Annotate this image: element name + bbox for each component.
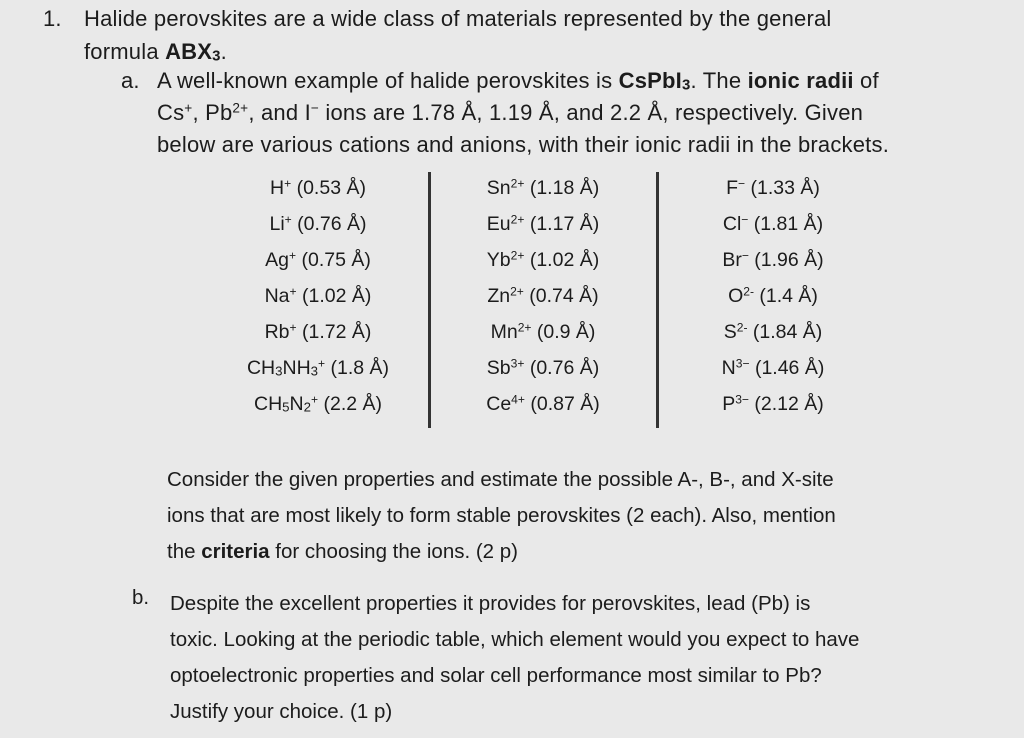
example-compound: CsPbI$_3$ [618, 68, 691, 94]
x-site-ion-list [675, 174, 871, 426]
ion-entry: $Sn^{2+}$ (1.18 Å) [486, 176, 600, 199]
a-site-ion-list [220, 174, 416, 426]
part-a-line3: below are various cations and anions, with their ionic radii in the brackets. [157, 132, 890, 157]
ion-entry: $Eu^{2+}$ (1.17 Å) [486, 212, 600, 235]
part-a-line1: A well-known example of halide perovskites is CsPbI$_3$. The ionic radii of [157, 68, 879, 94]
ion-entry: Br− (1.96 Å) [722, 248, 824, 271]
ion-entry: Li+ (0.76 Å) [269, 212, 367, 235]
consider-line1: Consider the given properties and estimate the possible A-, B-, and X-site [167, 468, 834, 491]
part-b-label: b. [132, 586, 150, 609]
ion-entry: $Ce^{4+}$ (0.87 Å) [486, 392, 600, 415]
criteria-term: criteria [201, 540, 270, 563]
column-divider [428, 172, 431, 428]
consider-line2: ions that are most likely to form stable perovskites (2 each). Also, mention [167, 504, 836, 527]
consider-paragraph [167, 462, 836, 570]
part-b-line4: Justify your choice. (1 p) [170, 700, 393, 723]
b-site-ion-list [448, 174, 638, 426]
ion-entry: Na+ (1.02 Å) [264, 284, 372, 307]
part-a-label: a. [121, 68, 140, 93]
ion-entry: $O^{2-}$ (1.4 Å) [728, 284, 818, 307]
ion-entry: $Yb^{2+}$ (1.02 Å) [486, 248, 600, 271]
ion-entry: $CH_5N_2^+$ (2.2 Å) [253, 392, 382, 415]
consider-line3: the criteria for choosing the ions. (2 p) [167, 540, 519, 563]
question-number: 1. [43, 6, 62, 31]
ion-entry: Ag+ (0.75 Å) [265, 248, 371, 271]
general-formula: $ABX_3$ [165, 39, 221, 65]
part-b-paragraph [170, 586, 859, 730]
ion-entry: $CH_3NH_3^+$ (1.8 Å) [246, 356, 390, 379]
ionic-radii-term: ionic radii [747, 68, 854, 93]
part-b-line2: toxic. Looking at the periodic table, which element would you expect to have [170, 628, 860, 651]
ion-entry: $S^{2-}$ (1.84 Å) [723, 320, 823, 343]
ion-entry: Rb+ (1.72 Å) [264, 320, 372, 343]
ion-entry: Cl− (1.81 Å) [722, 212, 824, 235]
ion-entry: $N^{3-}$ (1.46 Å) [721, 356, 825, 379]
part-b-line1: Despite the excellent properties it provides for perovskites, lead (Pb) is [170, 592, 811, 615]
question-text-line2: formula $ABX_3$. [84, 39, 227, 65]
part-a-line2: Cs+, $Pb^{2+}$, and I− ions are 1.78 Å, 1.19 Å, and 2.2 Å, respectively. Given [157, 100, 864, 125]
ion-entry: F− (1.33 Å) [726, 176, 820, 199]
part-b-line3: optoelectronic properties and solar cell performance most similar to Pb? [170, 664, 822, 687]
ion-entry: $Sb^{3+}$ (0.76 Å) [486, 356, 600, 379]
column-divider [656, 172, 659, 428]
ion-entry: $Mn^{2+}$ (0.9 Å) [490, 320, 596, 343]
question-text-line1: Halide perovskites are a wide class of materials represented by the general [84, 6, 832, 31]
ion-entry: H+ (0.53 Å) [270, 176, 366, 199]
ion-entry: $Zn^{2+}$ (0.74 Å) [487, 284, 599, 307]
ion-entry: $P^{3-}$ (2.12 Å) [722, 392, 824, 415]
